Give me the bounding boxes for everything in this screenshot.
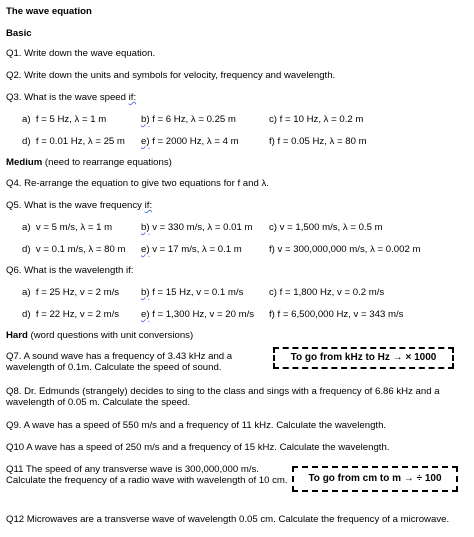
q3-option-f: f) f = 0.05 Hz, λ = 80 m	[269, 136, 367, 147]
q6-option-b: b) f = 15 Hz, v = 0.1 m/s	[141, 287, 244, 298]
question-11: Q11 The speed of any transverse wave is 300,000,000 m/s. Calculate the frequency of a radio wave with wavelength of 10 cm.	[6, 464, 288, 486]
q6-option-c: c) f = 1,800 Hz, v = 0.2 m/s	[269, 287, 385, 298]
q5-option-a: a) v = 5 m/s, λ = 1 m	[22, 222, 113, 233]
q5-option-d: d) v = 0.1 m/s, λ = 80 m	[22, 244, 126, 255]
question-2: Q2. Write down the units and symbols for velocity, frequency and wavelength.	[6, 70, 336, 81]
question-7: Q7. A sound wave has a frequency of 3.43 kHz and a wavelength of 0.1m. Calculate the speed of sound.	[6, 351, 233, 373]
q5-option-e: e) v = 17 m/s, λ = 0.1 m	[141, 244, 242, 255]
section-heading-basic: Basic	[6, 28, 32, 39]
question-4: Q4. Re-arrange the equation to give two equations for f and λ.	[6, 178, 269, 189]
question-8: Q8. Dr. Edmunds (strangely) decides to sing to the class and sings with a frequency of 6.86 kHz and a wavelength of 0.05 m. Calculate the speed.	[6, 386, 440, 408]
question-3-if: if:	[128, 92, 137, 103]
q3-option-e: e) f = 2000 Hz, λ = 4 m	[141, 136, 239, 147]
q3-option-d: d) f = 0.01 Hz, λ = 25 m	[22, 136, 125, 147]
question-10: Q10 A wave has a speed of 250 m/s and a frequency of 15 kHz. Calculate the wavelength.	[6, 442, 390, 453]
q3-option-a: a) f = 5 Hz, λ = 1 m	[22, 114, 107, 125]
section-heading-hard: Hard (word questions with unit conversions)	[6, 330, 194, 341]
q6-option-d: d) f = 22 Hz, v = 2 m/s	[22, 309, 120, 320]
question-3-text: Q3. What is the wave speed	[6, 92, 129, 103]
question-5-text: Q5. What is the wave frequency	[6, 200, 145, 211]
page-title: The wave equation	[6, 6, 92, 17]
question-12: Q12 Microwaves are a transverse wave of wavelength 0.05 cm. Calculate the frequency of a microwave.	[6, 514, 450, 525]
question-6: Q6. What is the wavelength if:	[6, 265, 134, 276]
q3-option-b: b) f = 6 Hz, λ = 0.25 m	[141, 114, 236, 125]
tip-khz-to-hz: To go from kHz to Hz → × 1000	[273, 347, 454, 369]
question-9: Q9. A wave has a speed of 550 m/s and a frequency of 11 kHz. Calculate the wavelength.	[6, 420, 387, 431]
q6-option-e: e) f = 1,300 Hz, v = 20 m/s	[141, 309, 255, 320]
q5-option-b: b) v = 330 m/s, λ = 0.01 m	[141, 222, 253, 233]
q6-option-f: f) f = 6,500,000 Hz, v = 343 m/s	[269, 309, 404, 320]
question-5-if: if:	[144, 200, 153, 211]
section-heading-medium: Medium (need to rearrange equations)	[6, 157, 172, 168]
q5-option-f: f) v = 300,000,000 m/s, λ = 0.002 m	[269, 244, 421, 255]
tip-cm-to-m: To go from cm to m → ÷ 100	[292, 466, 458, 492]
question-5	[6, 200, 152, 211]
q6-option-a: a) f = 25 Hz, v = 2 m/s	[22, 287, 120, 298]
q3-option-c: c) f = 10 Hz, λ = 0.2 m	[269, 114, 364, 125]
question-1: Q1. Write down the wave equation.	[6, 48, 156, 59]
q5-option-c: c) v = 1,500 m/s, λ = 0.5 m	[269, 222, 383, 233]
question-3	[6, 92, 136, 103]
